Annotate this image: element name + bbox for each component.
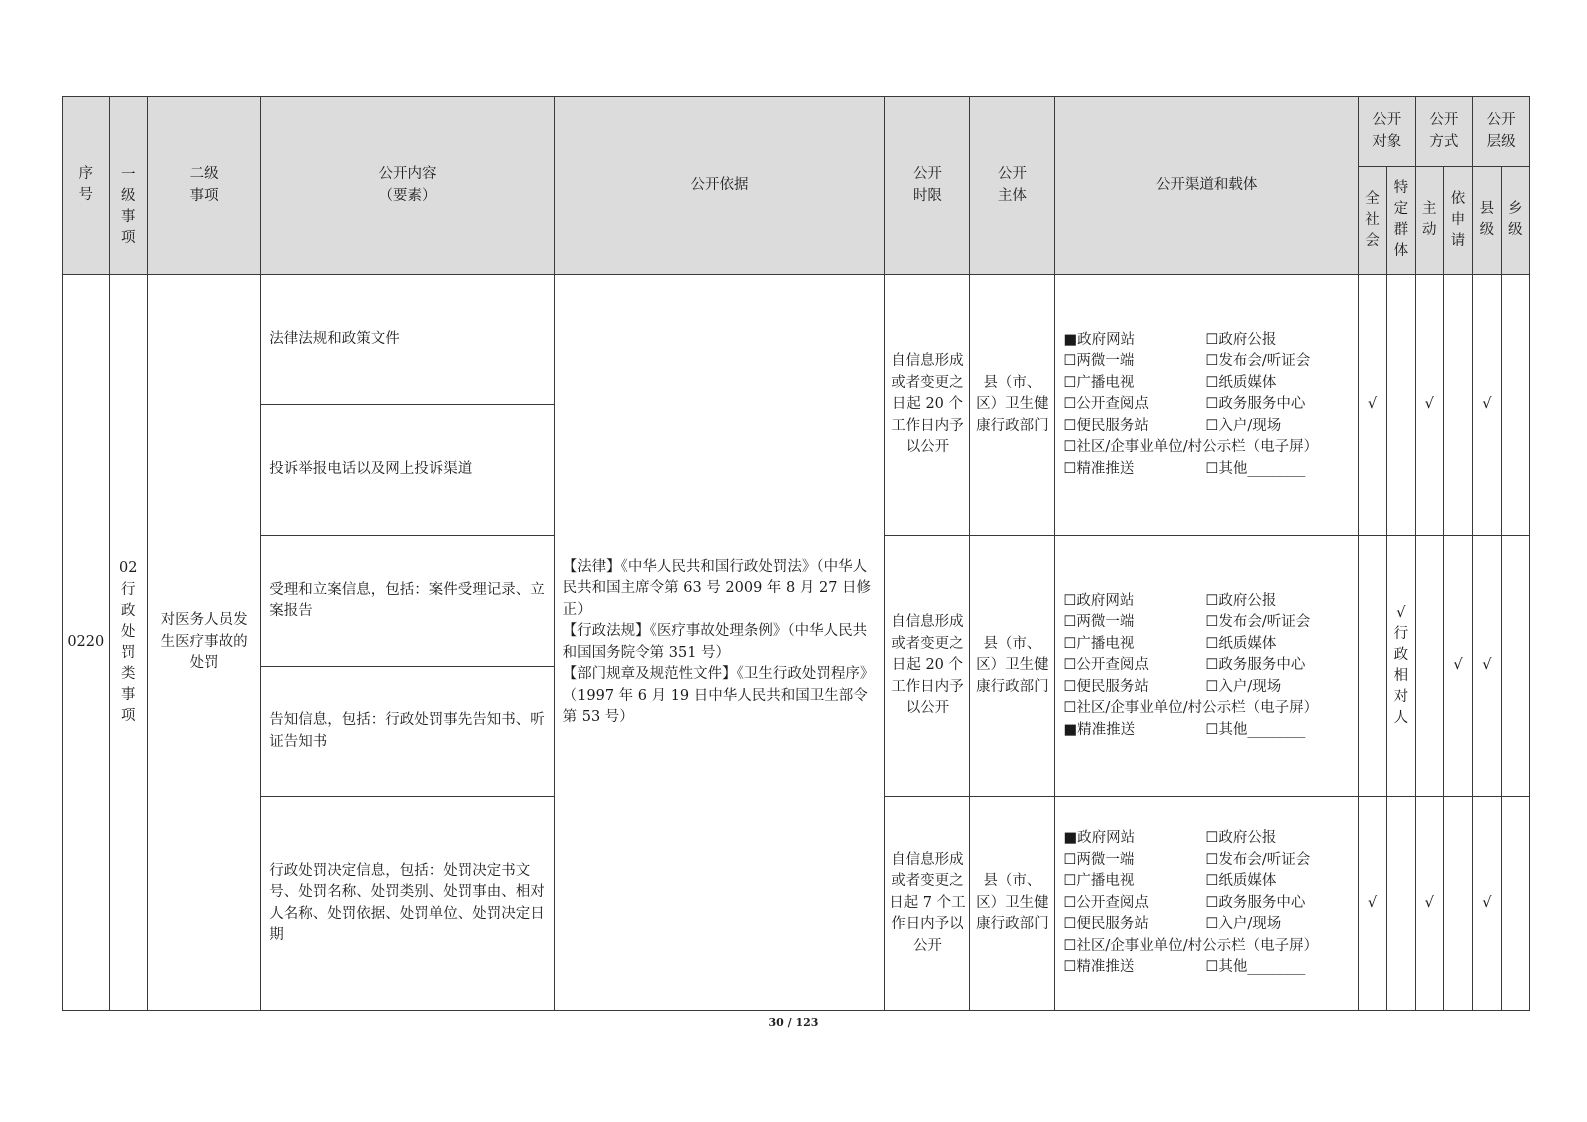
channel-community: ☐社区/企事业单位/村公示栏（电子屏）: [1063, 937, 1319, 954]
target-specific-2: [1387, 536, 1415, 797]
header-method-group: 公开方式: [1415, 97, 1473, 167]
target-specific-3: [1387, 797, 1415, 1011]
header-content-line1: 公开内容: [378, 166, 437, 182]
content-item-2: 投诉举报电话以及网上投诉渠道: [261, 405, 554, 536]
channel-paper: ☐纸质媒体: [1205, 635, 1277, 652]
method-active-2: [1415, 536, 1443, 797]
basis-law: 【法律】《中华人民共和国行政处罚法》（中华人民共和国主席令第 63 号 2009 年 8 月 27 日修正）: [562, 558, 872, 618]
method-request-1: [1443, 275, 1472, 536]
level-county-3: √: [1473, 797, 1501, 1011]
content-item-5: 行政处罚决定信息，包括：处罚决定书文号、处罚名称、处罚类别、处罚事由、相对人名称、处罚依据、处罚单位、处罚决定日期: [261, 797, 554, 1011]
header-level-county: 县级: [1473, 167, 1501, 275]
channel-wechat: ☐两微一端: [1063, 353, 1135, 370]
target-specific-1: [1387, 275, 1415, 536]
header-target-group: 公开对象: [1358, 97, 1415, 167]
channel-press: ☐发布会/听证会: [1205, 614, 1311, 631]
deadline-3: 自信息形成或者变更之日起 7 个工作日内予以公开: [885, 797, 970, 1011]
subject-3: 县（市、区）卫生健康行政部门: [970, 797, 1055, 1011]
channel-community: ☐社区/企事业单位/村公示栏（电子屏）: [1063, 439, 1319, 456]
target-all-3: √: [1358, 797, 1386, 1011]
channel-convenience: ☐便民服务站: [1063, 417, 1149, 434]
header-level-group: 公开层级: [1473, 97, 1530, 167]
level-town-2: [1501, 536, 1530, 797]
level1-cell: [109, 275, 147, 1011]
header-method-active: 主动: [1415, 167, 1443, 275]
header-level1: 一级事项: [109, 97, 147, 275]
target-all-1: √: [1358, 275, 1386, 536]
content-item-4: 告知信息，包括：行政处罚事先告知书、听证告知书: [261, 667, 554, 797]
disclosure-table: [62, 96, 1530, 1011]
channel-radio-tv: ☐广播电视: [1063, 873, 1135, 890]
seq-cell: 0220: [63, 275, 110, 1011]
deadline-1: 自信息形成或者变更之日起 20 个工作日内予以公开: [885, 275, 970, 536]
header-target-specific: 特定群体: [1387, 167, 1415, 275]
header-level2: 二级事项: [147, 97, 260, 275]
level-county-2: √: [1473, 536, 1501, 797]
channel-gov-site: ☐政府网站: [1063, 592, 1135, 609]
channel-radio-tv: ☐广播电视: [1063, 374, 1135, 391]
level1-name: 行政处罚类事项: [121, 581, 136, 724]
method-active-3: √: [1415, 797, 1443, 1011]
content-item-3: 受理和立案信息，包括：案件受理记录、立案报告: [261, 536, 554, 667]
header-seq: 序号: [63, 97, 110, 275]
channel-wechat: ☐两微一端: [1063, 614, 1135, 631]
page-number: 30 / 123: [768, 1016, 819, 1029]
channel-door: ☐入户/现场: [1205, 678, 1282, 695]
channel-press: ☐发布会/听证会: [1205, 353, 1311, 370]
subject-2: 县（市、区）卫生健康行政部门: [970, 536, 1055, 797]
channel-gov-gazette: ☐政府公报: [1205, 331, 1277, 348]
basis-regulation: 【行政法规】《医疗事故处理条例》（中华人民共和国国务院令第 351 号）: [562, 623, 868, 661]
header-deadline: 公开 时限: [885, 97, 970, 275]
channel-community: ☐社区/企事业单位/村公示栏（电子屏）: [1063, 700, 1319, 717]
method-active-1: √: [1415, 275, 1443, 536]
channel-precise: ■精准推送: [1063, 721, 1136, 738]
header-subject: 公开 主体: [970, 97, 1055, 275]
level2-cell: 对医务人员发生医疗事故的处罚: [147, 275, 260, 1011]
target-all-2: [1358, 536, 1386, 797]
channel-service-center: ☐政务服务中心: [1205, 396, 1306, 413]
basis-cell: [554, 275, 885, 1011]
channel-gov-site: ■政府网站: [1063, 830, 1136, 847]
channel-press: ☐发布会/听证会: [1205, 851, 1311, 868]
channels-3: [1055, 797, 1359, 1011]
basis-rules: 【部门规章及规范性文件】《卫生行政处罚程序》（1997 年 6 月 19 日中华人民共和国卫生部令第 53 号）: [562, 666, 875, 725]
channel-service-center: ☐政务服务中心: [1205, 894, 1306, 911]
channel-reading-point: ☐公开查阅点: [1063, 657, 1149, 674]
channel-other: ☐其他________: [1205, 721, 1306, 738]
level-county-1: √: [1473, 275, 1501, 536]
target-specific-check: √: [1396, 604, 1406, 621]
channels-2: [1055, 536, 1359, 797]
header-content: [261, 97, 554, 275]
channel-paper: ☐纸质媒体: [1205, 873, 1277, 890]
content-item-1: 法律法规和政策文件: [261, 275, 554, 405]
level-town-1: [1501, 275, 1530, 536]
channel-radio-tv: ☐广播电视: [1063, 635, 1135, 652]
method-request-3: [1443, 797, 1472, 1011]
target-specific-text: 行政相对人: [1393, 626, 1409, 726]
channel-other: ☐其他________: [1205, 460, 1306, 477]
channel-door: ☐入户/现场: [1205, 417, 1282, 434]
header-target-all: 全社会: [1358, 167, 1386, 275]
channel-service-center: ☐政务服务中心: [1205, 657, 1306, 674]
level-town-3: [1501, 797, 1530, 1011]
header-level-town: 乡级: [1501, 167, 1530, 275]
channel-gov-site: ■政府网站: [1063, 331, 1136, 348]
channel-paper: ☐纸质媒体: [1205, 374, 1277, 391]
header-content-line2: （要素）: [378, 187, 437, 204]
channel-gov-gazette: ☐政府公报: [1205, 592, 1277, 609]
channel-wechat: ☐两微一端: [1063, 851, 1135, 868]
method-request-2: √: [1443, 536, 1472, 797]
channel-reading-point: ☐公开查阅点: [1063, 396, 1149, 413]
channel-convenience: ☐便民服务站: [1063, 678, 1149, 695]
channel-door: ☐入户/现场: [1205, 916, 1282, 933]
channel-precise: ☐精准推送: [1063, 460, 1135, 477]
header-basis: 公开依据: [554, 97, 885, 275]
deadline-2: 自信息形成或者变更之日起 20 个工作日内予以公开: [885, 536, 970, 797]
channel-gov-gazette: ☐政府公报: [1205, 830, 1277, 847]
subject-1: 县（市、区）卫生健康行政部门: [970, 275, 1055, 536]
channel-reading-point: ☐公开查阅点: [1063, 894, 1149, 911]
channel-convenience: ☐便民服务站: [1063, 916, 1149, 933]
channel-other: ☐其他________: [1205, 959, 1306, 976]
header-method-request: 依申请: [1443, 167, 1472, 275]
header-channels: 公开渠道和载体: [1055, 97, 1359, 275]
level1-code: 02: [119, 560, 138, 576]
channels-1: [1055, 275, 1359, 536]
channel-precise: ☐精准推送: [1063, 959, 1135, 976]
